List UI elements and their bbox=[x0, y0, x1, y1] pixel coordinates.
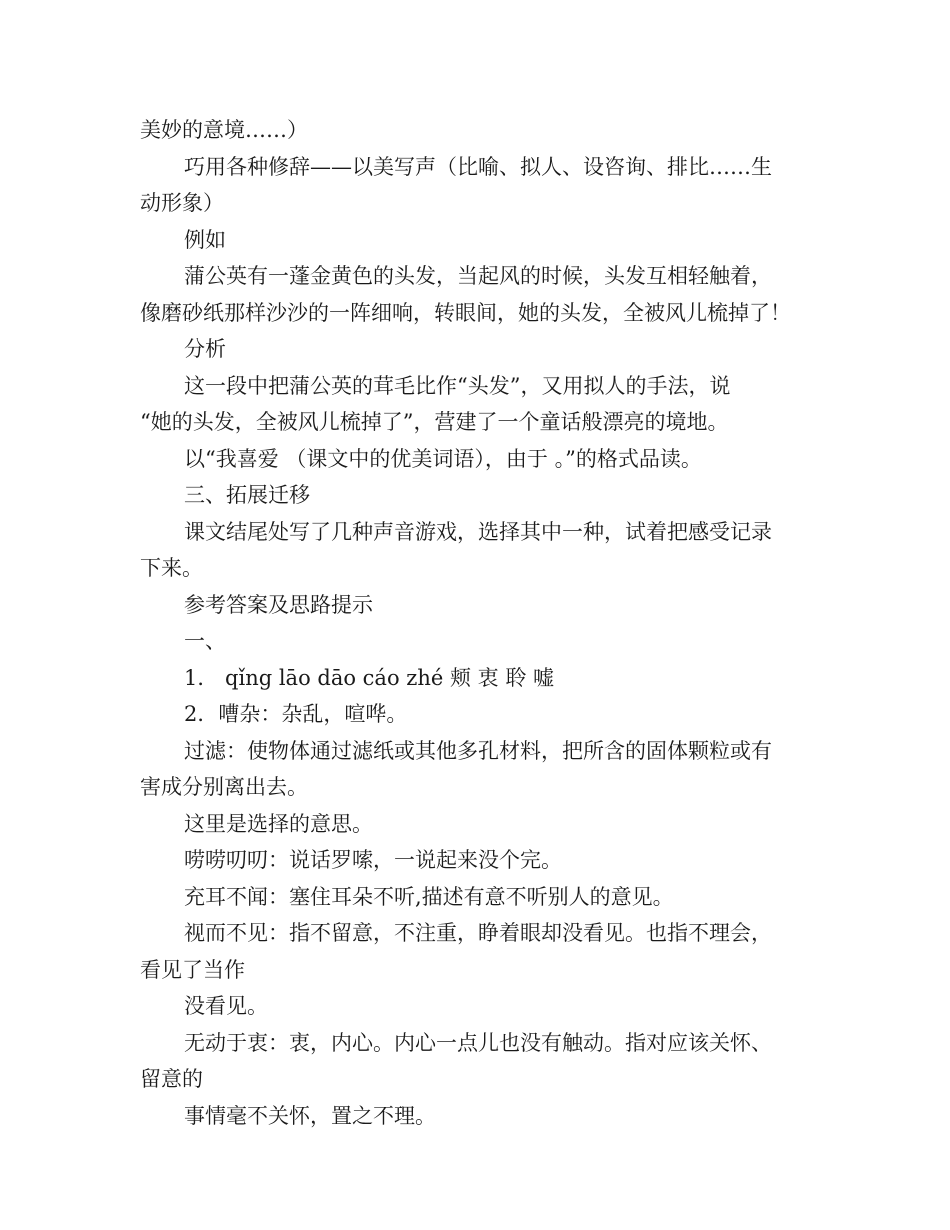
text-line: 害成分别离出去。 bbox=[140, 775, 308, 799]
text-line: 动形象） bbox=[140, 191, 224, 215]
text-line: 课文结尾处写了几种声音游戏，选择其中一种，试着把感受记录 bbox=[184, 519, 772, 544]
section-label: 一、 bbox=[184, 629, 226, 653]
section-label: 分析 bbox=[184, 337, 226, 361]
section-heading: 三、拓展迁移 bbox=[184, 483, 310, 507]
text-line: “她的头发，全被风儿梳掉了”，营建了一个童话般漂亮的境地。 bbox=[140, 410, 729, 434]
text-line: 巧用各种修辞——以美写声（比喻、拟人、设咨询、排比……生 bbox=[184, 154, 772, 179]
section-heading: 参考答案及思路提示 bbox=[184, 592, 373, 617]
text-line: 留意的 bbox=[140, 1067, 203, 1091]
text-line: 下来。 bbox=[140, 556, 203, 580]
text-line: 充耳不闻：塞住耳朵不听,描述有意不听别人的意见。 bbox=[184, 884, 674, 909]
text-line: 过滤：使物体通过滤纸或其他多孔材料，把所含的固体颗粒或有 bbox=[184, 738, 772, 763]
text-line: 这一段中把蒲公英的茸毛比作“头发”，又用拟人的手法，说 bbox=[184, 373, 731, 398]
document-body bbox=[140, 112, 815, 1134]
text-line: 以“我喜爱 （课文中的优美词语），由于 。”的格式品读。 bbox=[184, 446, 702, 471]
text-line: 事情毫不关怀，置之不理。 bbox=[184, 1103, 436, 1128]
text-line: 像磨砂纸那样沙沙的一阵细响，转眼间，她的头发，全被风儿梳掉了！ bbox=[140, 300, 791, 325]
section-label: 例如 bbox=[184, 227, 226, 252]
text-line: 视而不见：指不留意，不注重，睁着眼却没看见。也指不理会， bbox=[184, 921, 772, 945]
text-line: 没看见。 bbox=[184, 994, 268, 1018]
text-line: 1． qǐng lāo dāo cáo zhé 颊 衷 聆 嘘 bbox=[184, 665, 554, 690]
text-line: 无动于衷：衷，内心。内心一点儿也没有触动。指对应该关怀、 bbox=[184, 1030, 772, 1055]
text-line: 这里是选择的意思。 bbox=[184, 811, 373, 836]
text-line: 2．嘈杂：杂乱，喧哗。 bbox=[184, 702, 408, 726]
text-line: 唠唠叨叨：说话罗嗦，一说起来没个完。 bbox=[184, 848, 562, 872]
text-line: 美妙的意境……） bbox=[140, 118, 308, 142]
text-line: 看见了当作 bbox=[140, 957, 245, 982]
text-line: 蒲公英有一蓬金黄色的头发，当起风的时候，头发互相轻触着， bbox=[184, 264, 772, 288]
